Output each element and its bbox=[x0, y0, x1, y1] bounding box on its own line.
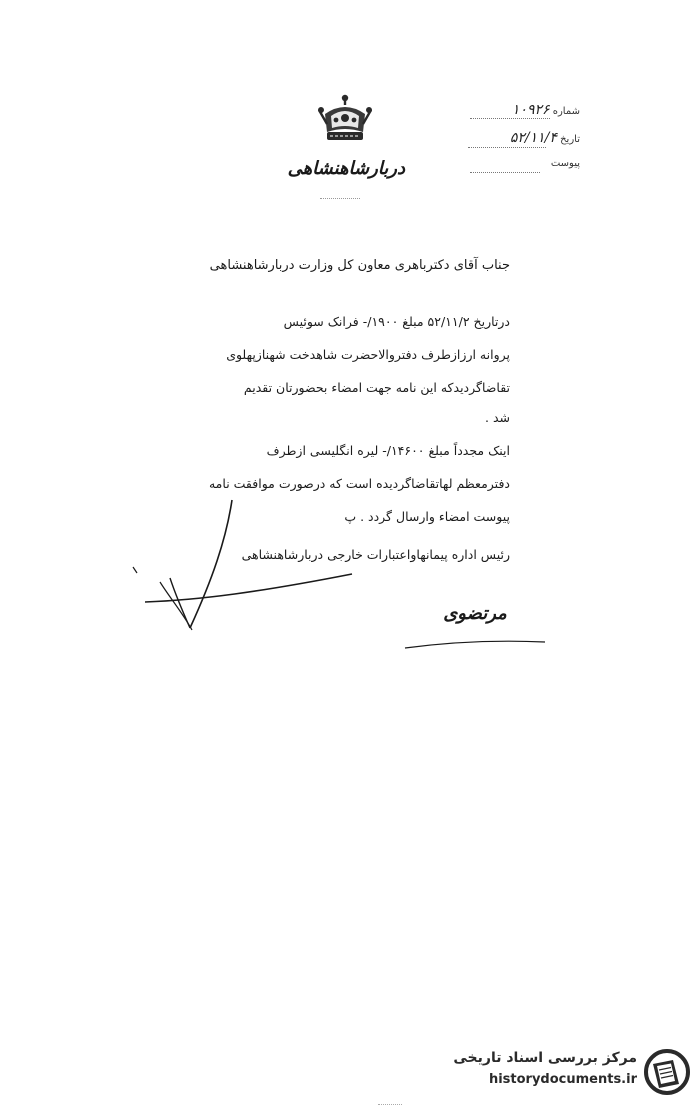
date-value: ۵۲/۱۱/۴ bbox=[509, 130, 557, 146]
archive-logo-icon bbox=[643, 1048, 691, 1096]
closing-title: رئیس اداره پیمانهاواعتبارات خارجی دربارشاهنشاهی bbox=[241, 547, 510, 562]
paragraph-2-line-3: پیوست امضاء وارسال گردد . پ bbox=[344, 509, 510, 524]
crown-emblem bbox=[315, 92, 375, 152]
letterhead-underline bbox=[320, 198, 360, 199]
paragraph-1-line-2: پروانه ارزازطرف دفتروالاحضرت شاهدخت شهنازپهلوی bbox=[226, 347, 510, 362]
field-attachment bbox=[465, 158, 580, 169]
date-underline bbox=[468, 147, 546, 148]
paragraph-1-line-1: درتاریخ ۵۲/۱۱/۲ مبلغ ۱۹۰۰/- فرانک سوئیس bbox=[283, 314, 510, 329]
paragraph-2-line-2: دفترمعظم لهاتقاضاگردیده است که درصورت موافقت نامه bbox=[208, 476, 510, 491]
paragraph-1-line-4: شد . bbox=[485, 410, 510, 425]
page-edge-mark bbox=[378, 1104, 402, 1105]
attachment-underline bbox=[470, 172, 540, 173]
paragraph-1-line-3: تقاضاگردیدکه این نامه جهت امضاء بحضورتان تقدیم bbox=[243, 380, 510, 395]
field-date bbox=[465, 130, 580, 146]
salutation: جناب آقای دکترباهری معاون کل وزارت دربارشاهنشاهی bbox=[209, 258, 510, 273]
watermark bbox=[410, 1046, 695, 1100]
paragraph-2-line-1: اینک مجدداً مبلغ ۱۴۶۰۰/- لیره انگلیسی ازطرف bbox=[266, 443, 510, 458]
date-label: تاریخ bbox=[560, 134, 580, 145]
number-underline bbox=[470, 118, 550, 119]
number-value: ۱۰۹۲۶ bbox=[511, 102, 550, 118]
attachment-label: پیوست bbox=[550, 158, 580, 169]
watermark-title: مرکز بررسی اسناد تاریخی bbox=[453, 1050, 637, 1066]
signature: مرتضوی bbox=[443, 603, 507, 624]
number-label: شماره bbox=[552, 106, 580, 117]
letterhead-org-name: دربارشاهنشاهی bbox=[287, 158, 405, 179]
field-number bbox=[470, 102, 580, 118]
watermark-url: historydocuments.ir bbox=[488, 1072, 637, 1087]
